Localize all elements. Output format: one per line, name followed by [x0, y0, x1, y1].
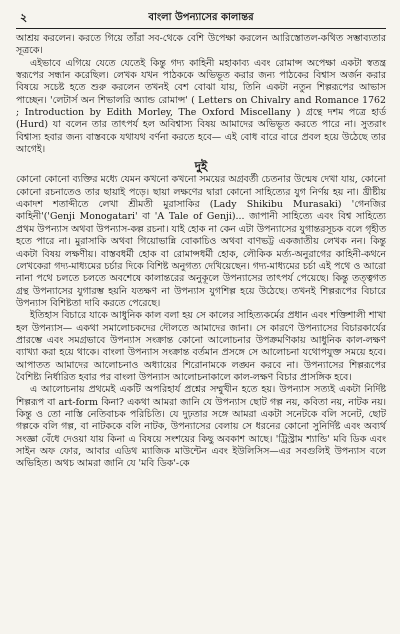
section-number: দুই: [194, 159, 208, 174]
page-number: ২: [20, 11, 28, 24]
page-header: [16, 8, 386, 29]
running-title: বাংলা উপন্যাসের কালান্তর: [148, 12, 254, 23]
paragraph: ইতিহাস বিচারে যাকে আধুনিক কাল বলা হয় সে কালের সাহিত্যকর্মের প্রধান এবং শক্তিশালী শাখা হল উপন্যাস— একথা সমালোচকদের দৌলতে আমাদের জানা। সে কারণে উপন্যাসের বিচারকার্যের প্রারম্ভে এবং সমগ্রভাবে উপন্যাস সংক্রান্ত কোনো আলোচনার উপক্রমণিকায় আধুনিক কাল-লক্ষণ ব্যাখ্যা করা হয়ে থাকে। বাংলা উপন্যাস সংক্রান্ত বর্তমান প্রসঙ্গে সে আলোচনা যথোপযুক্ত সময়ে হবে। আপাতত আমাদের আলোচনাও অধ্যায়ের শিরোনামকে লঙ্ঘন করবে না। উপন্যাসের শিল্পরূপের বৈশিষ্ট্য নির্ধারিত হবার পর বাংলা উপন্যাস আলোচনাকালে কাল-লক্ষণ বিচার প্রাসঙ্গিক হবে।: [16, 310, 386, 383]
paragraph: এইভাবে এগিয়ে যেতে যেতেই কিন্তু গদ্য কাহিনী মহাকাব্য এবং রোমান্স অপেক্ষা একটা স্বতন্ত্র স্বরূপের সন্ধান করেছিল। লেখক যখন পাঠককে অভিভূত করার জন্য পাঠকের বিশ্বাস অর্জন করার বিষয়ে সচেষ্ট হতে শুরু করলেন তখনই বেশ বোঝা যায়, তিনি একটা নতুন শিল্পরূপের আভাস পাচ্ছেন। 'লেটার্স অন শিভালরি অ্যান্ড রোমান্স' ( Letters on Chivalry and Romance 1762 ; Introduction by Edith Morley, The Oxford Miscellany ) গ্রন্থে দশম পত্রে হার্ড (Hurd) যা বলেন তার তাৎপর্য হল অবিশ্বাস্য বিষয় আমাদের অভিভূত করতে পারে না। সুতরাং বিশ্বাস্য হবার জন্য বাস্তবকে যথাযথ বর্ণনা করতে হবে— এই বোধ বারে বারে প্রবল হয়ে উঠেছে তার আগেই।: [16, 57, 386, 156]
paragraph: আশ্রয় করলেন। করতে গিয়ে তাঁরা সব-থেকে বেশি উপেক্ষা করলেন আরিস্তোতল-কথিত সম্ভাব্যতার সূত্রকে।: [16, 33, 386, 57]
paragraph: কোনো কোনো ব্যক্তির মধ্যে যেমন কখনো কখনো সময়ের অগ্রবর্তী চেতনার উন্মেষ দেখা যায়, কোনো কোনো রচনাতেও তার ছায়াই পড়ে। ছায়া লক্ষণের দ্বারা কোনো সাহিত্যের যুগ নির্ণয় হয় না। খ্রীষ্টীয় একাদশ শতাব্দীতে লেখা শ্রীমতী মুরাসাকির (Lady Shikibu Murasaki) 'গেনজির কাহিনী'('Genji Monogatari' বা 'A Tale of Genji)... জাপানী সাহিত্যে এবং বিশ্ব সাহিত্যে প্রথম উপন্যাস অথবা উপন্যাস-কল্প রচনা। যাই হোক না কেন এটা উপন্যাসের যুগান্তরসূচক বলে গৃহীত হতে পারে না। মুরাসাকি অথবা গিয়োভান্নি বোকাচিও অথবা বাণভট্ট একজাতীয় লেখক নন। কিন্তু একটা বিষয় লক্ষণীয়। বাস্তবধর্মী হোক বা রোমান্সধর্মী হোক, লৌকিক মর্ত্য-অনুরাগের কাহিনী-কথনে লেখকেরা গদ্য-মাধ্যমের চর্চার দিকে বিশিষ্ট অনুগত্য দেখিয়েছেন। গদ্য-মাধ্যমের চর্চা এই পথে ও আরো নানা পথে চলতে চলতে অবশেষে কালান্তরের অনুকূলে উপন্যাসের তাৎপর্য পেয়েছে। কিন্তু তত্ত্বগত গ্রন্থ উপন্যাসের যুগারম্ভ হয়নি যতক্ষণ না উপন্যাস যুগশিল্প হয়ে উঠেছে। তখনই শিল্পরূপের বিচারে উপন্যাস বিশিষ্টতা দাবি করতে পেরেছে।: [16, 174, 386, 309]
paragraph: এ আলোচনায় প্রথমেই একটি অপরিহার্য প্রশ্নের সম্মুখীন হতে হয়। উপন্যাস সত্যই একটা নির্দিষ্ট শিল্পরূপ বা art-form কিনা? একথা আমরা জানি যে উপন্যাস ছোট গল্প নয়, কবিতা নয়, নাটক নয়। কিন্তু ও তো নাস্তি নেতিবাচক পরিচিতি। যে দুঢ়তার সঙ্গে আমরা একটা সনেটকে বলি সনেট, ছোট গল্পকে বলি গল্প, বা নাটককে বলি নাটক, উপন্যাসের বেলায় সে ধরনের কোনো সুনির্দিষ্ট এবং অব্যর্থ সংজ্ঞা বেঁধে দেওয়া যায় কিনা এ বিষয়ে সংশয়ের কিছু অবকাশ আছে। 'ট্রিস্ট্রাম শ্যান্ডি' মবি ডিক এবং সাইন অফ ফোর, আবার এডিথ ম্যাজিক মাউন্টেন এবং ইউলিসিস—এর সবগুলিই উপন্যাস বলে অভিহিত। অথচ আমরা জানি যে 'মবি ডিক'-কে: [16, 384, 386, 470]
